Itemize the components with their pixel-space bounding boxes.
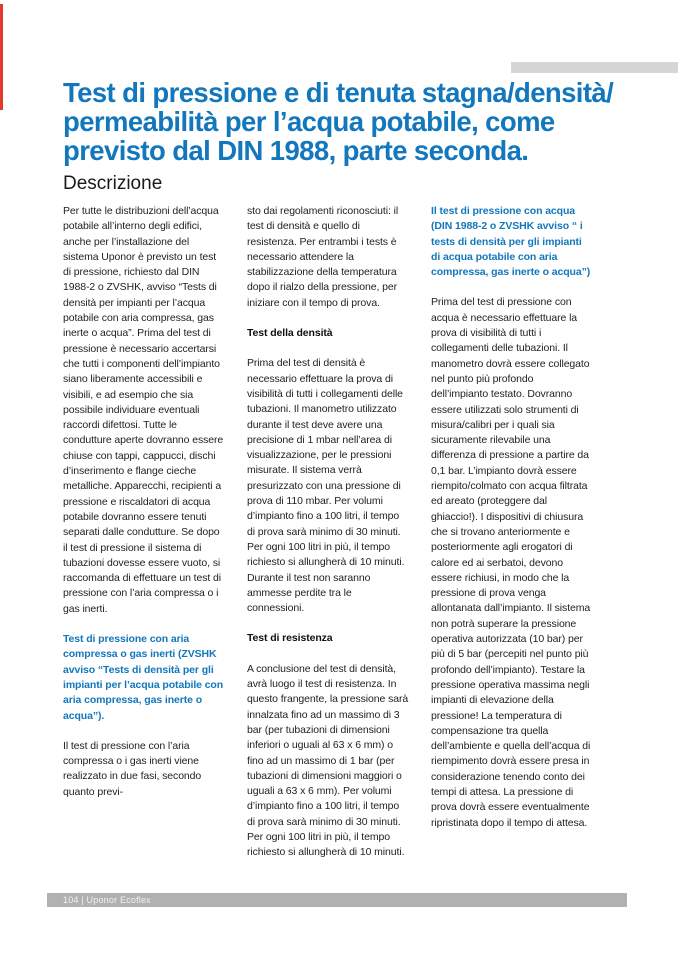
footer-bar bbox=[47, 893, 627, 907]
body-columns bbox=[63, 204, 593, 876]
column-subheading-resistenza: Test di resistenza bbox=[247, 632, 333, 645]
body-column-2 bbox=[247, 204, 409, 876]
section-heading: Descrizione bbox=[63, 173, 163, 194]
blue-note: Test di pressione con aria compressa o gas inerti (ZVSHK avviso “Tests di densità per gli impianti per l’acqua potabile con aria compressa, gas inerte o acqua”). bbox=[63, 633, 224, 722]
paragraph: Il test di pressione con l’aria compressa o i gas inerti viene realizzato in due fasi, secondo quanto previ- bbox=[63, 739, 202, 798]
paragraph: Prima del test di densità è necessario effettuare la prova di visibilità di tutti i collegamenti delle tubazioni. Il manometro utilizzato durante il test deve avere una precisione di 1 mbar nell’area di visualizzazione, per le pressioni misurate. Il sistema verrà presurizzato con una pressione di prova di 110 mbar. Per volumi d’impianto fino a 100 litri, il tempo di prova sarà minimo di 30 minuti. Per ogni 100 litri in più, il tempo richiesto si allungherà di 10 minuti. Durante il test non saranno ammesse perdite tra le connessioni. bbox=[247, 357, 405, 615]
top-right-gray-band bbox=[511, 62, 678, 73]
red-edge-mark bbox=[0, 4, 3, 110]
paragraph: A conclusione del test di densità, avrà luogo il test di resistenza. In questo frangente, la pressione sarà innalzata fino ad un massimo di 3 bar (per tubazioni di dimensioni inferiori o uguali al 63 x 6 mm) o fino ad un massimo di 1 bar (per tubazioni di dimensioni maggiori o uguali a 63 x 6 mm). Per volumi d’impianto fino a 100 litri, il tempo di prova sarà minimo di 30 minuti. Per ogni 100 litri in più, il tempo richiesto si allungherà di 10 minuti. bbox=[247, 662, 409, 859]
page-number-label: 104 | Uponor Ecoflex bbox=[63, 895, 151, 905]
column-subheading-densita: Test della densità bbox=[247, 327, 333, 340]
paragraph: Per tutte le distribuzioni dell’acqua potabile all’interno degli edifici, anche per l’installazione del sistema Uponor è previsto un test di pressione, richiesto dal DIN 1988-2 o ZVSHK, avviso “Tests di densità per impianti per l’acqua potabile con aria compressa, gas inerte o acqua”. Prima del test di pressione è necessario accertarsi che tutti i componenti dell’impianto siano liberamente accessibili e visibili, e ad esempio che sia possibile individuare eventuali raccordi difettosi. Tutte le condutture aperte dovranno essere chiuse con tappi, cappucci, dischi d’inserimento e flange cieche metalliche. Apparecchi, recipienti a pressione e riscaldatori di acqua potabile dovranno essere tenuti separati dalle condutture. Se dopo il test di pressione il sistema di tubazioni dovesse essere vuoto, si raccomanda di effettuare un test di pressione con l’aria compressa o i gas inerti. bbox=[63, 205, 224, 615]
body-column-1 bbox=[63, 204, 225, 876]
paragraph: sto dai regolamenti riconosciuti: il test di densità e quello di resistenza. Per entrambi i tests è necessario attendere la stabilizzazione della temperatura dopo il rialzo della pressione, per iniziare con il tempo di prova. bbox=[247, 205, 399, 309]
blue-note: Il test di pressione con acqua (DIN 1988-2 o ZVSHK avviso “ i tests di densità per gli impianti di acqua potabile con aria compressa, gas inerte o acqua”) bbox=[431, 205, 591, 279]
paragraph: Prima del test di pressione con acqua è necessario effettuare la prova di visibilità di tutti i collegamenti delle tubazioni. Il manometro dovrà essere collegato nel punto più profondo dell’impianto testato. Dovranno essere utilizzati solo strumenti di misura/calibri per i quali sia sicuramente rilevabile una differenza di pressione a partire da 0,1 bar. L’impianto dovrà essere riempito/colmato con acqua filtrata ed areato (proteggere dal ghiaccio!). I dispositivi di chiusura che si trovano anteriormente e posteriormente agli erogatori di calore ed ai serbatoi, devono essere richiusi, in modo che la pressione di prova venga allontanata dall’impianto. Il sistema non potrà superare la pressione operativa autorizzata (10 bar) per più di 5 bar (percepiti nel punto più profondo dell’impianto). Testare la pressione operativa massima negli impianti di elevazione della pressione! La temperatura di compensazione tra quella dell’ambiente e quella dell’acqua di riempimento dovrà essere presa in considerazione tenendo conto dei tempi di attesa. La pressione di prova dovrà essere eventualmente ripristinata dopo il tempo di attesa. bbox=[431, 296, 591, 829]
page-title-line-1: Test di pressione e di tenuta stagna/densità/ bbox=[63, 77, 614, 108]
body-column-3 bbox=[431, 204, 593, 876]
page-title bbox=[63, 78, 653, 165]
page-title-line-3: previsto dal DIN 1988, parte seconda. bbox=[63, 135, 529, 166]
page-title-line-2: permeabilità per l’acqua potabile, come bbox=[63, 106, 555, 137]
